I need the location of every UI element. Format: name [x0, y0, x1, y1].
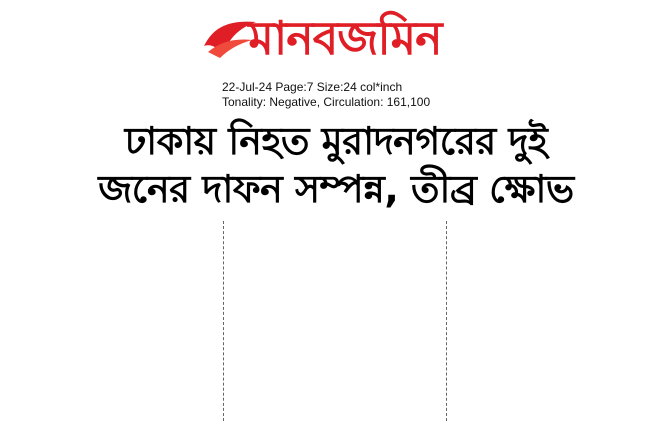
article-body [2, 219, 668, 423]
masthead-title: মানবজমিন [248, 11, 442, 65]
date-page-size: 22-Jul-24 Page:7 Size:24 col*inch [222, 80, 403, 94]
article-headline [10, 117, 662, 215]
article-column-3 [447, 219, 668, 423]
article-column-2 [224, 219, 445, 423]
article-column-1 [2, 219, 223, 423]
tonality-circulation: Tonality: Negative, Circulation: 161,100 [222, 95, 431, 109]
headline-line-2: জনের দাফন সম্পন্ন, তীব্র ক্ষোভ [98, 167, 574, 211]
headline-line-1: ঢাকায় নিহত মুরাদনগরের দুই [124, 119, 548, 163]
clipping-metadata [222, 80, 462, 110]
newspaper-masthead [190, 4, 480, 74]
